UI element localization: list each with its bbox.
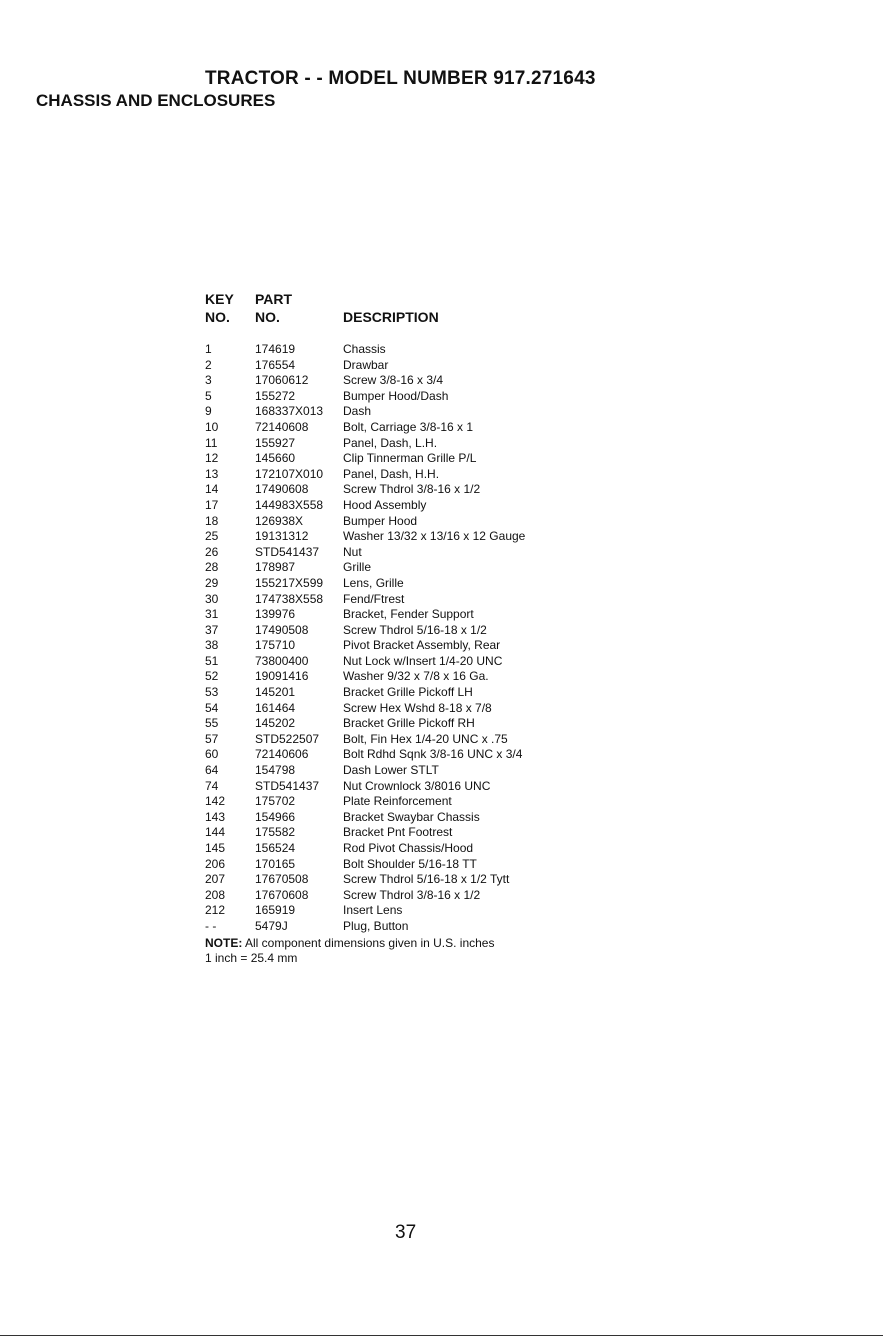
table-row bbox=[205, 716, 665, 732]
part-no: 174738X558 bbox=[255, 591, 324, 606]
part-no: 17670608 bbox=[255, 887, 309, 902]
part-no: STD541437 bbox=[255, 778, 320, 793]
key-no: 37 bbox=[205, 622, 219, 637]
table-row bbox=[205, 779, 665, 795]
table-row bbox=[205, 607, 665, 623]
part-no: 155217X599 bbox=[255, 575, 324, 590]
table-row bbox=[205, 825, 665, 841]
description: Bolt, Fin Hex 1/4-20 UNC x .75 bbox=[343, 731, 508, 746]
part-no: 19131312 bbox=[255, 529, 309, 544]
key-no: 3 bbox=[205, 373, 212, 388]
table-row bbox=[205, 654, 665, 670]
part-no: 73800400 bbox=[255, 653, 309, 668]
description: Bracket, Fender Support bbox=[343, 607, 474, 622]
table-row bbox=[205, 857, 665, 873]
column-header-part: PART bbox=[255, 291, 293, 307]
key-no: 12 bbox=[205, 451, 219, 466]
description: Bumper Hood bbox=[343, 513, 418, 528]
table-row bbox=[205, 919, 665, 935]
key-no: 17 bbox=[205, 497, 219, 512]
key-no: 26 bbox=[205, 544, 219, 559]
key-no: 13 bbox=[205, 466, 219, 481]
key-no: 60 bbox=[205, 747, 219, 762]
part-no: 19091416 bbox=[255, 669, 309, 684]
description: Dash bbox=[343, 404, 372, 419]
table-row bbox=[205, 436, 665, 452]
table-row bbox=[205, 529, 665, 545]
note-text: All component dimensions given in U.S. inches bbox=[245, 936, 495, 950]
part-no: 17490508 bbox=[255, 622, 309, 637]
description: Fend/Ftrest bbox=[343, 591, 405, 606]
note bbox=[205, 936, 494, 966]
key-no: 18 bbox=[205, 513, 219, 528]
column-header-row-1 bbox=[205, 290, 665, 308]
part-no: 17490608 bbox=[255, 482, 309, 497]
key-no: 5 bbox=[205, 388, 212, 403]
key-no: 31 bbox=[205, 607, 219, 622]
table-row bbox=[205, 701, 665, 717]
part-no: 174619 bbox=[255, 342, 296, 356]
key-no: 51 bbox=[205, 653, 219, 668]
key-no: - - bbox=[205, 918, 217, 933]
part-no: 17060612 bbox=[255, 373, 309, 388]
part-no: 145660 bbox=[255, 451, 296, 466]
part-no: 175710 bbox=[255, 638, 296, 653]
part-no: 72140606 bbox=[255, 747, 309, 762]
table-row bbox=[205, 592, 665, 608]
key-no: 74 bbox=[205, 778, 219, 793]
description: Screw 3/8-16 x 3/4 bbox=[343, 373, 444, 388]
description: Plug, Button bbox=[343, 918, 409, 933]
description: Screw Thdrol 3/8-16 x 1/2 bbox=[343, 887, 481, 902]
description: Nut Crownlock 3/8016 UNC bbox=[343, 778, 491, 793]
column-header-row-2 bbox=[205, 308, 665, 326]
part-no: 176554 bbox=[255, 357, 296, 372]
description: Bolt, Carriage 3/8-16 x 1 bbox=[343, 419, 474, 434]
note-line-2: 1 inch = 25.4 mm bbox=[205, 951, 298, 965]
key-no: 57 bbox=[205, 731, 219, 746]
table-row bbox=[205, 747, 665, 763]
part-no: 165919 bbox=[255, 903, 296, 918]
key-no: 53 bbox=[205, 685, 219, 700]
page-number: 37 bbox=[395, 1222, 417, 1243]
part-no: 145201 bbox=[255, 685, 296, 700]
description: Clip Tinnerman Grille P/L bbox=[343, 451, 477, 466]
part-no: 168337X013 bbox=[255, 404, 324, 419]
key-no: 28 bbox=[205, 560, 219, 575]
key-no: 25 bbox=[205, 529, 219, 544]
key-no: 11 bbox=[205, 435, 218, 450]
key-no: 206 bbox=[205, 856, 226, 871]
table-row bbox=[205, 669, 665, 685]
table-row bbox=[205, 514, 665, 530]
description: Rod Pivot Chassis/Hood bbox=[343, 841, 474, 855]
part-no: 172107X010 bbox=[255, 466, 324, 481]
table-row bbox=[205, 638, 665, 654]
bottom-rule bbox=[0, 1335, 883, 1336]
description: Bolt Shoulder 5/16-18 TT bbox=[343, 856, 477, 871]
note-line-1 bbox=[205, 936, 494, 951]
description: Grille bbox=[343, 560, 372, 575]
key-no: 14 bbox=[205, 482, 219, 497]
key-no: 30 bbox=[205, 591, 219, 606]
table-row bbox=[205, 451, 665, 467]
description: Bracket Pnt Footrest bbox=[343, 825, 453, 840]
column-header-part-no: NO. bbox=[255, 309, 280, 325]
table-row bbox=[205, 373, 665, 389]
key-no: 2 bbox=[205, 357, 212, 372]
part-no: 170165 bbox=[255, 856, 296, 871]
table-row bbox=[205, 342, 665, 358]
part-no: 154798 bbox=[255, 763, 296, 778]
section-title: CHASSIS AND ENCLOSURES bbox=[36, 91, 276, 110]
description: Chassis bbox=[343, 342, 386, 356]
table-row bbox=[205, 841, 665, 857]
description: Lens, Grille bbox=[343, 575, 404, 590]
description: Panel, Dash, H.H. bbox=[343, 466, 440, 481]
part-no: 175702 bbox=[255, 794, 296, 809]
description: Screw Thdrol 3/8-16 x 1/2 bbox=[343, 482, 481, 497]
table-row bbox=[205, 389, 665, 405]
description: Panel, Dash, L.H. bbox=[343, 435, 438, 450]
description: Nut bbox=[343, 544, 362, 559]
part-no: 139976 bbox=[255, 607, 296, 622]
description: Drawbar bbox=[343, 357, 389, 372]
page-title: TRACTOR - - MODEL NUMBER 917.271643 bbox=[205, 68, 596, 89]
table-row bbox=[205, 420, 665, 436]
table-row bbox=[205, 560, 665, 576]
key-no: 1 bbox=[205, 342, 212, 356]
table-row bbox=[205, 794, 665, 810]
table-row bbox=[205, 358, 665, 374]
description: Bracket Grille Pickoff LH bbox=[343, 685, 473, 700]
key-no: 208 bbox=[205, 887, 226, 902]
column-header-key-no: NO. bbox=[205, 309, 230, 325]
key-no: 144 bbox=[205, 825, 226, 840]
key-no: 64 bbox=[205, 763, 219, 778]
table-row bbox=[205, 404, 665, 420]
description: Nut Lock w/Insert 1/4-20 UNC bbox=[343, 653, 503, 668]
part-no: 144983X558 bbox=[255, 497, 324, 512]
part-no: 72140608 bbox=[255, 419, 309, 434]
part-no: 154966 bbox=[255, 809, 296, 824]
key-no: 54 bbox=[205, 700, 219, 715]
table-row bbox=[205, 685, 665, 701]
description: Screw Hex Wshd 8-18 x 7/8 bbox=[343, 700, 492, 715]
part-no: STD522507 bbox=[255, 731, 320, 746]
key-no: 52 bbox=[205, 669, 219, 684]
description: Bolt Rdhd Sqnk 3/8-16 UNC x 3/4 bbox=[343, 747, 523, 762]
key-no: 143 bbox=[205, 809, 226, 824]
table-row bbox=[205, 763, 665, 779]
description: Insert Lens bbox=[343, 903, 403, 918]
part-no: 161464 bbox=[255, 700, 296, 715]
part-no: 155927 bbox=[255, 435, 296, 450]
description: Bumper Hood/Dash bbox=[343, 388, 449, 403]
part-no: 156524 bbox=[255, 841, 296, 855]
part-no: 155272 bbox=[255, 388, 296, 403]
key-no: 212 bbox=[205, 903, 226, 918]
table-row bbox=[205, 498, 665, 514]
description: Bracket Swaybar Chassis bbox=[343, 809, 480, 824]
part-no: 5479J bbox=[255, 918, 288, 933]
table-row bbox=[205, 482, 665, 498]
key-no: 145 bbox=[205, 841, 226, 855]
table-row bbox=[205, 467, 665, 483]
table-row bbox=[205, 545, 665, 561]
description: Plate Reinforcement bbox=[343, 794, 452, 809]
description: Dash Lower STLT bbox=[343, 763, 439, 778]
key-no: 38 bbox=[205, 638, 219, 653]
note-label: NOTE: bbox=[205, 936, 243, 950]
part-no: 145202 bbox=[255, 716, 296, 731]
table-row bbox=[205, 888, 665, 904]
key-no: 9 bbox=[205, 404, 212, 419]
description: Screw Thdrol 5/16-18 x 1/2 Tytt bbox=[343, 872, 510, 887]
description: Pivot Bracket Assembly, Rear bbox=[343, 638, 501, 653]
key-no: 55 bbox=[205, 716, 219, 731]
table-row bbox=[205, 576, 665, 592]
column-header-key: KEY bbox=[205, 291, 234, 307]
table-row bbox=[205, 903, 665, 919]
description: Washer 9/32 x 7/8 x 16 Ga. bbox=[343, 669, 489, 684]
table-row bbox=[205, 810, 665, 826]
parts-rows bbox=[205, 342, 665, 935]
table-row bbox=[205, 872, 665, 888]
key-no: 207 bbox=[205, 872, 226, 887]
column-header-description: DESCRIPTION bbox=[343, 309, 439, 325]
key-no: 29 bbox=[205, 575, 219, 590]
key-no: 142 bbox=[205, 794, 226, 809]
part-no: STD541437 bbox=[255, 544, 320, 559]
description: Washer 13/32 x 13/16 x 12 Gauge bbox=[343, 529, 526, 544]
parts-list bbox=[205, 290, 665, 935]
part-no: 126938X bbox=[255, 513, 304, 528]
key-no: 10 bbox=[205, 419, 219, 434]
description: Hood Assembly bbox=[343, 497, 427, 512]
part-no: 178987 bbox=[255, 560, 296, 575]
table-row bbox=[205, 623, 665, 639]
description: Bracket Grille Pickoff RH bbox=[343, 716, 475, 731]
description: Screw Thdrol 5/16-18 x 1/2 bbox=[343, 622, 487, 637]
part-no: 175582 bbox=[255, 825, 296, 840]
table-row bbox=[205, 732, 665, 748]
part-no: 17670508 bbox=[255, 872, 309, 887]
